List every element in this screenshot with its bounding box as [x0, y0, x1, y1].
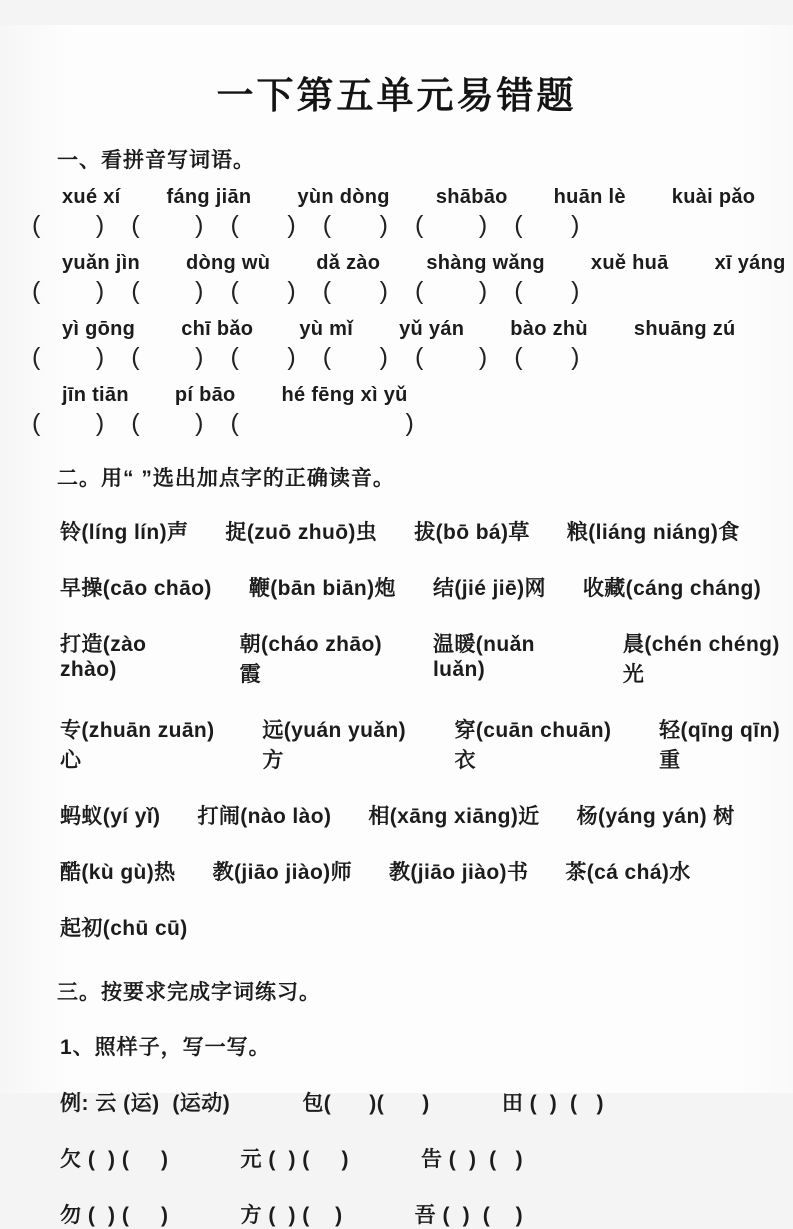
section3-fill-block — [0, 1087, 793, 1229]
phrase-row — [60, 856, 793, 886]
pinyin-row — [62, 318, 793, 341]
phrase-item: 早操(cāo chāo) — [60, 576, 212, 600]
pinyin-word: yùn dòng — [297, 185, 390, 208]
phrase-item: 温暖(nuǎn luǎn) — [432, 632, 535, 681]
fill-item: 田 ( ) ( ) — [501, 1091, 604, 1115]
phrase-row — [60, 572, 793, 602]
paren-row — [32, 343, 793, 372]
answer-blank: ( ) — [131, 210, 204, 239]
fill-item: 欠 ( ) ( ) — [60, 1147, 169, 1171]
phrase-item: 粮(liáng niáng)食 — [566, 520, 740, 544]
section2-heading: 二。用“ ”选出加点字的正确读音。 — [57, 466, 395, 490]
worksheet-page — [0, 25, 793, 1227]
pinyin-word: kuài pǎo — [671, 185, 756, 208]
answer-blank: ( ) — [230, 408, 414, 437]
pinyin-word: fáng jiān — [166, 185, 252, 208]
answer-blank: ( ) — [322, 210, 388, 239]
phrase-item: 打造(zào zhào) — [60, 632, 147, 681]
pinyin-word: shuāng zú — [633, 317, 736, 340]
paren-row — [32, 277, 793, 306]
paren-row — [32, 211, 793, 240]
answer-blank: ( ) — [32, 408, 105, 437]
phrase-item: 打闹(nào lào) — [197, 804, 332, 828]
fill-row — [60, 1199, 793, 1229]
section1-pinyin-block — [0, 186, 793, 438]
pinyin-word: shābāo — [435, 185, 508, 208]
pinyin-word: dǎ zào — [316, 251, 381, 274]
fill-item: 例: 云 (运) (运动) — [60, 1091, 231, 1115]
phrase-item: 相(xāng xiāng)近 — [368, 804, 540, 828]
pinyin-word: hé fēng xì yǔ — [281, 383, 408, 406]
phrase-item: 铃(líng lín)声 — [60, 520, 189, 544]
phrase-item: 穿(cuān chuān)衣 — [454, 718, 612, 772]
phrase-row — [60, 800, 793, 830]
fill-item: 方 ( ) ( ) — [240, 1203, 343, 1227]
answer-blank: ( ) — [32, 210, 105, 239]
fill-item: 勿 ( ) ( ) — [60, 1203, 169, 1227]
page-title: 一下第五单元易错题 — [216, 75, 577, 117]
phrase-item: 鞭(bān biān)炮 — [248, 576, 396, 600]
phrase-row — [60, 714, 793, 774]
phrase-item: 茶(cá chá)水 — [565, 860, 691, 884]
answer-blank: ( ) — [514, 276, 580, 305]
phrase-item: 收藏(cáng cháng) — [582, 576, 762, 600]
phrase-item: 晨(chén chéng)光 — [622, 632, 780, 686]
phrase-item: 杨(yáng yán) 树 — [576, 804, 735, 828]
pinyin-word: yù mǐ — [299, 317, 354, 340]
fill-item: 吾 ( ) ( ) — [414, 1203, 524, 1227]
answer-blank: ( ) — [230, 210, 296, 239]
pinyin-row — [62, 252, 793, 275]
answer-blank: ( ) — [415, 342, 488, 371]
phrase-item: 起初(chū cū) — [60, 916, 188, 940]
fill-row — [60, 1143, 793, 1173]
fill-item: 元 ( ) ( ) — [240, 1147, 349, 1171]
pinyin-word: xué xí — [62, 185, 121, 208]
answer-blank: ( ) — [322, 342, 388, 371]
phrase-item: 教(jiāo jiào)师 — [212, 860, 352, 884]
answer-blank: ( ) — [32, 276, 105, 305]
pinyin-word: jīn tiān — [62, 383, 129, 406]
phrase-item: 蚂蚁(yí yǐ) — [60, 804, 161, 828]
pinyin-word: shàng wǎng — [426, 251, 545, 274]
paren-row — [32, 409, 793, 438]
pinyin-row — [62, 186, 793, 209]
pinyin-word: xī yáng — [714, 251, 786, 274]
answer-blank: ( ) — [131, 342, 204, 371]
pinyin-row — [62, 384, 793, 407]
phrase-item: 朝(cháo zhāo)霞 — [239, 632, 383, 686]
pinyin-word: xuě huā — [590, 251, 669, 274]
phrase-row — [60, 516, 793, 546]
phrase-item: 教(jiāo jiào)书 — [388, 860, 529, 884]
pinyin-word: chī bǎo — [181, 317, 254, 340]
section2-phrase-block — [0, 516, 793, 942]
answer-blank: ( ) — [230, 276, 296, 305]
phrase-item: 轻(qīng qīn)重 — [659, 718, 781, 772]
answer-blank: ( ) — [514, 210, 580, 239]
phrase-item: 远(yuán yuǎn)方 — [262, 718, 407, 772]
answer-blank: ( ) — [322, 276, 388, 305]
phrase-item: 酷(kù gù)热 — [60, 860, 176, 884]
phrase-item: 捉(zuō zhuō)虫 — [225, 520, 378, 544]
answer-blank: ( ) — [131, 408, 204, 437]
fill-row — [60, 1087, 793, 1117]
pinyin-word: huān lè — [553, 185, 626, 208]
phrase-row — [60, 628, 793, 688]
pinyin-word: yǔ yán — [399, 317, 465, 340]
pinyin-word: dòng wù — [185, 251, 271, 274]
phrase-item: 拔(bō bá)草 — [414, 520, 530, 544]
pinyin-word: bào zhù — [510, 317, 588, 340]
phrase-item: 结(jié jiē)网 — [432, 576, 546, 600]
phrase-row — [60, 912, 793, 942]
section3-heading: 三。按要求完成字词练习。 — [57, 980, 321, 1004]
answer-blank: ( ) — [415, 210, 488, 239]
pinyin-word: yuǎn jìn — [62, 251, 140, 274]
answer-blank: ( ) — [415, 276, 488, 305]
fill-item: 包( )( ) — [302, 1091, 430, 1115]
pinyin-word: yì gōng — [62, 317, 136, 340]
answer-blank: ( ) — [32, 342, 105, 371]
exercise1-heading: 1、照样子，写一写。 — [60, 1035, 271, 1059]
pinyin-word: pí bāo — [174, 383, 236, 406]
phrase-item: 专(zhuān zuān)心 — [60, 718, 215, 772]
fill-item: 告 ( ) ( ) — [420, 1147, 524, 1171]
answer-blank: ( ) — [131, 276, 204, 305]
answer-blank: ( ) — [230, 342, 296, 371]
section1-heading: 一、看拼音写词语。 — [57, 148, 255, 172]
answer-blank: ( ) — [514, 342, 580, 371]
